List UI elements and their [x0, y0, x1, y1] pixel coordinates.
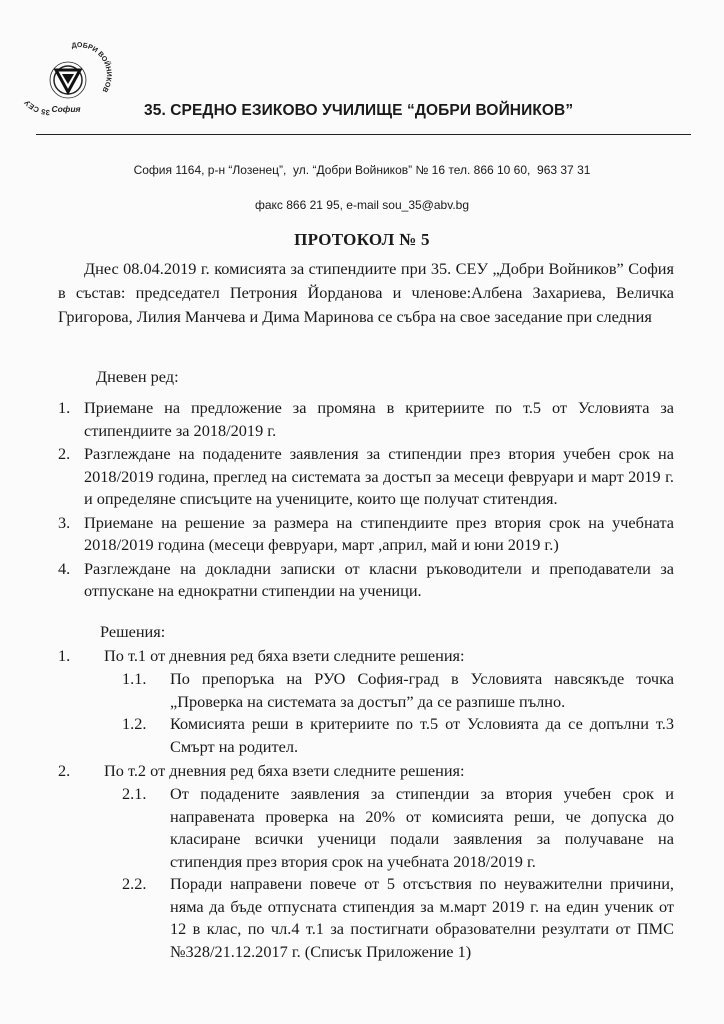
decision-section-number: 1. — [58, 646, 71, 665]
agenda-item-number: 1. — [58, 398, 71, 417]
decision-item-number: 2.2. — [122, 874, 147, 893]
agenda-item-text: Разглеждане на докладни записки от класни ръководители и преподаватели за отпускане на еднократни стипендии на ученици. — [84, 558, 674, 600]
school-emblem-triangle-icon — [20, 40, 118, 122]
decision-section-number: 2. — [58, 761, 71, 780]
agenda-item-number: 3. — [58, 512, 71, 532]
school-address: София 1164, р-н “Лозенец”, ул. “Добри Войников” № 16 тел. 866 10 60, 963 37 31 — [133, 163, 591, 177]
agenda-item-text: Приемане на предложение за промяна в критериите по т.5 от Условията за стипендиите за 2018/2019 г. — [84, 398, 674, 440]
decision-item-text: Поради направени повече от 5 отсъствия по неуважителни причини, няма да бъде отпусната стипендия за м.март 2019 г. на един ученик от 12 в клас, по чл.4 т.1 за постигнати образователни резултати от ПМС №328/21.12.2017 г. (Списък Приложение 1) — [170, 874, 674, 961]
agenda-item-number: 2. — [58, 444, 71, 463]
decision-item-text: От подадените заявления за стипендии за втория учебен срок и направената проверка на 20% от комисията реши, че допуска до класиране всички ученици подали заявления за получаване на стипендия през втория срок на учебната 2018/2019 г. — [170, 784, 674, 871]
agenda-item — [58, 397, 674, 442]
agenda-item — [58, 443, 674, 511]
svg-text:ДОБРИ ВОЙНИКОВ — [71, 42, 112, 93]
agenda-item-text: Приемане на решение за размера на стипендиите през втория срок на учебната 2018/2019 година (месеци февруари, март ,април, май и юни 2019 г.) — [84, 512, 674, 554]
intro-paragraph: Днес 08.04.2019 г. комисията за стипендиите при 35. СЕУ „Добри Войников” София в състав: председател Петрония Йорданова и членове:Албена Захариева, Величка Григорова, Лилия Манчева и Дима Маринова се събра на свое заседание при следния — [58, 259, 674, 326]
decision-item-number: 1.1. — [122, 669, 147, 688]
school-name: 35. СРЕДНО ЕЗИКОВО УЧИЛИЩЕ “ДОБРИ ВОЙНИКОВ” — [144, 102, 574, 119]
agenda-item-number: 4. — [58, 558, 71, 578]
agenda-item-text: Разглеждане на подадените заявления за стипендии през втория учебен срок на 2018/2019 година, преглед на системата за достъп за месеци февруари и март 2019 г. и определяне списъците на учениците, които ще получат ститендия. — [84, 444, 674, 508]
header-divider — [36, 134, 691, 135]
decision-item-text: По препоръка на РУО София-град в Условията навсякъде точка „Проверка на системата за достъп” да се разпише пълно. — [170, 669, 674, 711]
agenda-item — [58, 558, 674, 603]
decision-section-title: По т.2 от дневния ред бяха взети следните решения: — [104, 761, 465, 780]
agenda-item — [58, 512, 674, 557]
decisions-label: Решения: — [100, 622, 166, 641]
agenda-label: Дневен ред: — [96, 367, 179, 386]
emblem-ring-text-right: ДОБРИ ВОЙНИКОВ — [71, 42, 112, 94]
agenda-list — [58, 397, 674, 604]
svg-text:35 СЕУ — [22, 98, 50, 117]
decision-item-number: 2.1. — [122, 784, 147, 803]
decision-item-number: 1.2. — [122, 714, 147, 733]
decision-section-title: По т.1 от дневния ред бяха взети следните решения: — [104, 646, 465, 665]
emblem-bottom-text: София — [51, 104, 81, 114]
school-fax-email: факс 866 21 95, e-mail sou_35@abv.bg — [254, 198, 469, 212]
emblem-ring-text-left: 35 СЕУ — [22, 98, 51, 118]
decision-item-text: Комисията реши в критериите по т.5 от Условията да се допълни т.3 Смърт на родител. — [170, 714, 674, 756]
document-title: ПРОТОКОЛ № 5 — [294, 230, 430, 249]
